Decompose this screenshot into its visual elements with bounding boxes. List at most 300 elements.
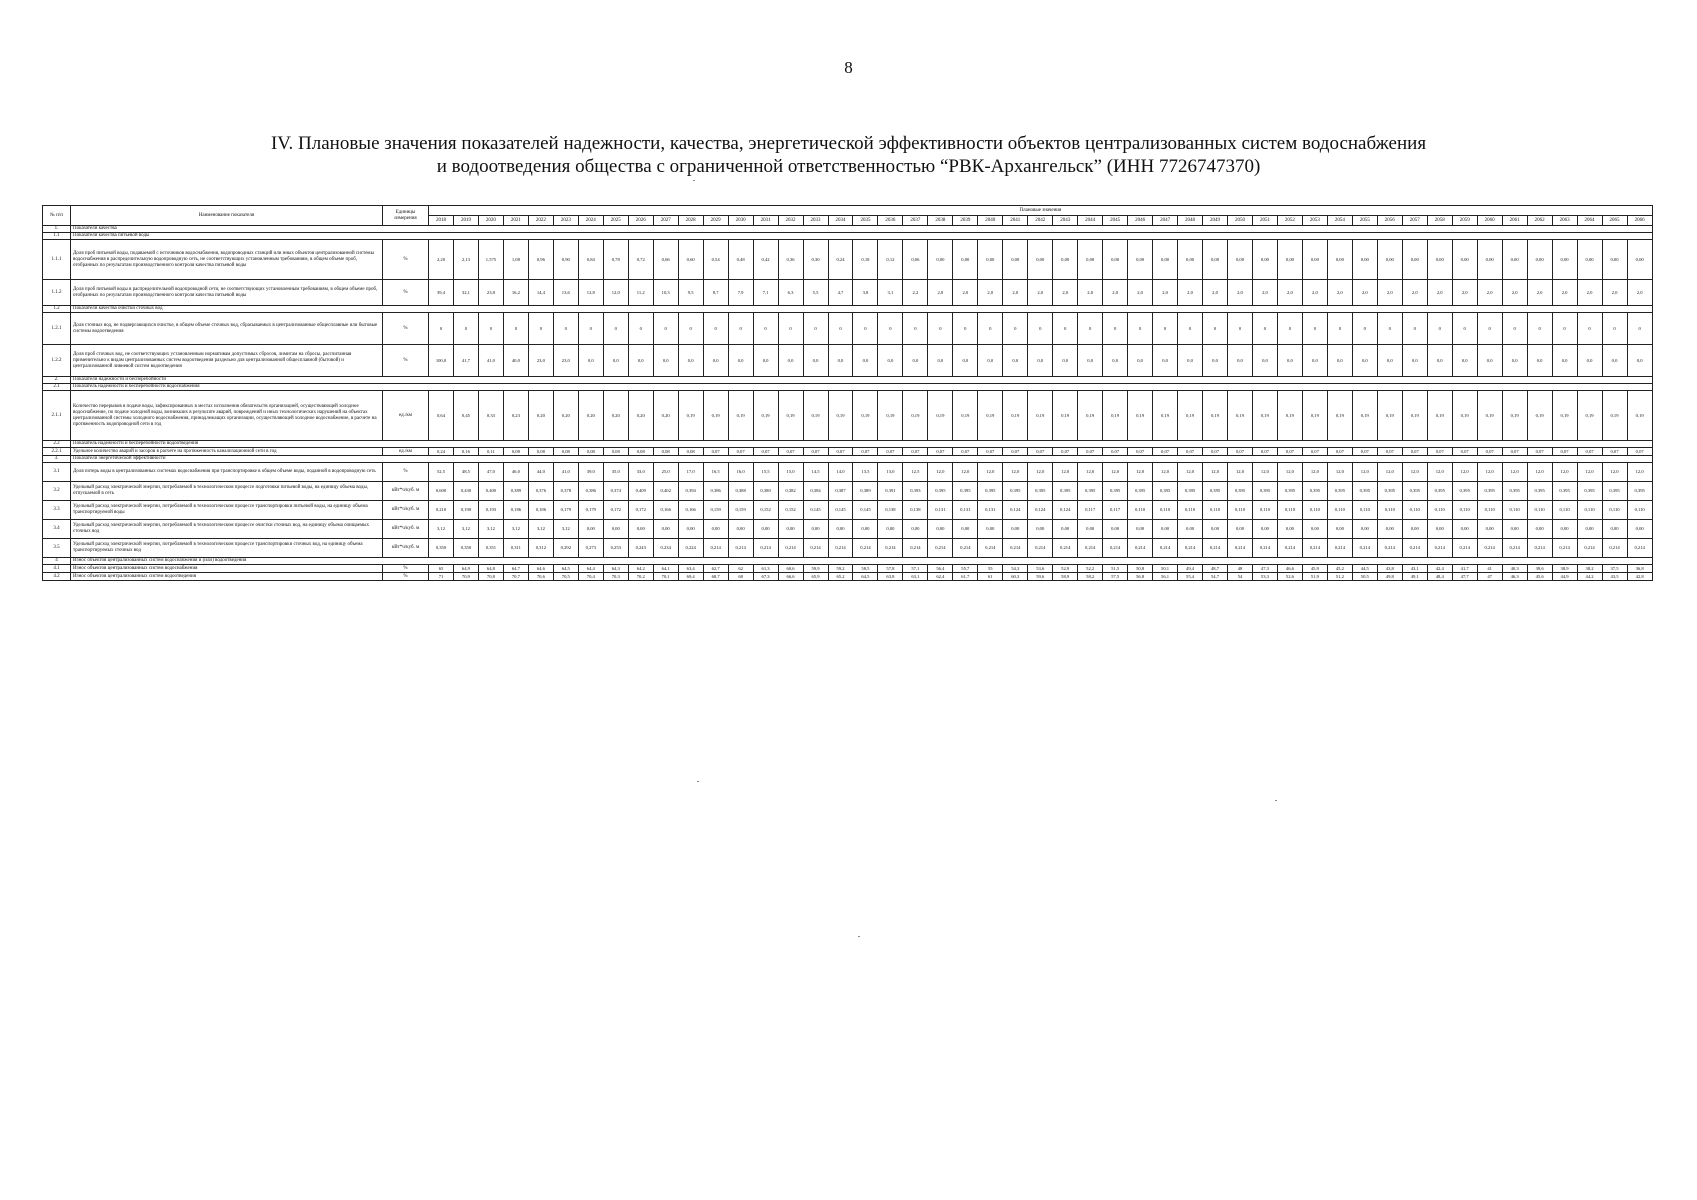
value-cell: 0,19 <box>803 391 828 441</box>
value-cell: 61 <box>978 573 1003 581</box>
value-cell: 0,214 <box>1053 539 1078 558</box>
value-cell: 12,0 <box>1302 463 1327 482</box>
value-cell: 0,110 <box>1252 501 1277 520</box>
value-cell: 0,19 <box>1203 391 1228 441</box>
value-cell: 60,6 <box>778 565 803 573</box>
value-cell: 12,5 <box>903 463 928 482</box>
section-row <box>43 441 1653 448</box>
value-cell: 0,388 <box>728 482 753 501</box>
value-cell: 0,214 <box>1003 539 1028 558</box>
value-cell: 3,12 <box>478 520 503 539</box>
value-cell: 2,0 <box>1252 280 1277 306</box>
unit-cell: % <box>383 565 429 573</box>
value-cell: 0,110 <box>1402 501 1427 520</box>
value-cell: 70,3 <box>603 573 628 581</box>
value-cell: 5,5 <box>803 280 828 306</box>
value-cell: 46,0 <box>503 463 528 482</box>
value-cell: 0,07 <box>1003 448 1028 456</box>
table-row <box>43 313 1653 345</box>
value-cell: 0,24 <box>828 240 853 280</box>
value-cell: 68 <box>728 573 753 581</box>
value-cell: 0,00 <box>1028 240 1053 280</box>
header-year: 2039 <box>953 216 978 226</box>
value-cell: 0 <box>728 313 753 345</box>
value-cell: 0,19 <box>1527 391 1552 441</box>
section-title: Показатели качества <box>71 226 1653 233</box>
value-cell: 0,00 <box>1178 520 1203 539</box>
value-cell: 47,0 <box>478 463 503 482</box>
value-cell: 0,395 <box>1477 482 1502 501</box>
value-cell: 11,2 <box>628 280 653 306</box>
header-year: 2066 <box>1627 216 1652 226</box>
value-cell: 16,5 <box>703 463 728 482</box>
indicator-name: Удельный расход электрической энергии, потребляемой в технологическом процессе подготовки питьевой воды, на единицу объема воды, отпускаемой в сеть <box>71 482 383 501</box>
value-cell: 0,07 <box>1402 448 1427 456</box>
value-cell: 2,0 <box>1627 280 1652 306</box>
value-cell: 12,0 <box>1103 463 1128 482</box>
header-year: 2024 <box>578 216 603 226</box>
value-cell: 0,07 <box>1552 448 1577 456</box>
value-cell: 0 <box>903 313 928 345</box>
value-cell: 0,214 <box>1302 539 1327 558</box>
value-cell: 67,3 <box>753 573 778 581</box>
value-cell: 2,0 <box>1228 280 1253 306</box>
table-row <box>43 573 1653 581</box>
header-year: 2061 <box>1502 216 1527 226</box>
unit-cell: кВт*ч/куб. м <box>383 539 429 558</box>
value-cell: 0,19 <box>1252 391 1277 441</box>
value-cell: 0,00 <box>1228 520 1253 539</box>
value-cell: 0,386 <box>703 482 728 501</box>
value-cell: 0,166 <box>653 501 678 520</box>
row-number: 2.2 <box>43 441 71 448</box>
value-cell: 47 <box>1477 573 1502 581</box>
value-cell: 59,6 <box>1028 573 1053 581</box>
value-cell: 0,110 <box>1153 501 1178 520</box>
value-cell: 12,0 <box>1502 463 1527 482</box>
value-cell: 0,395 <box>1153 482 1178 501</box>
value-cell: 0,00 <box>1053 520 1078 539</box>
value-cell: 0,07 <box>1203 448 1228 456</box>
value-cell: 0 <box>1327 313 1352 345</box>
value-cell: 0,395 <box>1452 482 1477 501</box>
value-cell: 65,2 <box>828 573 853 581</box>
value-cell: 58,5 <box>853 565 878 573</box>
value-cell: 0,0 <box>1477 345 1502 377</box>
value-cell: 0,395 <box>1352 482 1377 501</box>
value-cell: 0 <box>453 313 478 345</box>
section-title: Показатели надежности и бесперебойности <box>71 377 1653 384</box>
value-cell: 0,0 <box>1302 345 1327 377</box>
value-cell: 12,0 <box>1203 463 1228 482</box>
row-number: 2.1 <box>43 384 71 391</box>
unit-cell: ед./км <box>383 391 429 441</box>
value-cell: 0,00 <box>978 520 1003 539</box>
value-cell: 14,5 <box>803 463 828 482</box>
value-cell: 49,8 <box>1377 573 1402 581</box>
unit-cell: % <box>383 240 429 280</box>
value-cell: 0,395 <box>1602 482 1627 501</box>
section-title: Износ объектов централизованных систем водоснабжения и (или) водоотведения <box>71 558 1653 565</box>
value-cell: 0,19 <box>1277 391 1302 441</box>
value-cell: 0,00 <box>1078 240 1103 280</box>
value-cell: 0 <box>1377 313 1402 345</box>
value-cell: 0,312 <box>528 539 553 558</box>
value-cell: 52,5 <box>429 463 454 482</box>
value-cell: 0,30 <box>803 240 828 280</box>
indicator-name: Доля проб питьевой воды, подаваемой с источников водоснабжения, водопроводных станций или иных объектов централизованной системы водоснабжения в распределительную водопроводную сеть, не соответствующих установленным требованиям, в общем объеме проб, отобранных по результатам производственного контроля качества питьевой воды <box>71 240 383 280</box>
value-cell: 0,08 <box>528 448 553 456</box>
value-cell: 0,00 <box>1627 240 1652 280</box>
section-row <box>43 377 1653 384</box>
value-cell: 70,1 <box>653 573 678 581</box>
value-cell: 0,19 <box>753 391 778 441</box>
value-cell: 2,13 <box>453 240 478 280</box>
value-cell: 0,374 <box>603 482 628 501</box>
value-cell: 0,00 <box>1502 240 1527 280</box>
header-year: 2019 <box>453 216 478 226</box>
value-cell: 0,07 <box>1377 448 1402 456</box>
value-cell: 0 <box>703 313 728 345</box>
value-cell: 0,07 <box>728 448 753 456</box>
value-cell: 0,214 <box>1352 539 1377 558</box>
value-cell: 0 <box>1577 313 1602 345</box>
value-cell: 0 <box>878 313 903 345</box>
value-cell: 52,2 <box>1078 565 1103 573</box>
value-cell: 0,0 <box>828 345 853 377</box>
value-cell: 48,7 <box>1203 565 1228 573</box>
value-cell: 0,0 <box>1327 345 1352 377</box>
value-cell: 0,395 <box>1402 482 1427 501</box>
value-cell: 0,07 <box>1602 448 1627 456</box>
value-cell: 41,7 <box>1452 565 1477 573</box>
value-cell: 0,351 <box>478 539 503 558</box>
value-cell: 0 <box>1252 313 1277 345</box>
value-cell: 0,07 <box>928 448 953 456</box>
value-cell: 0,00 <box>1252 520 1277 539</box>
value-cell: 0,00 <box>1577 240 1602 280</box>
value-cell: 0,18 <box>853 240 878 280</box>
value-cell: 0,07 <box>1427 448 1452 456</box>
value-cell: 48,4 <box>1427 573 1452 581</box>
value-cell: 41,0 <box>553 463 578 482</box>
header-year: 2038 <box>928 216 953 226</box>
row-number: 1.2.1 <box>43 313 71 345</box>
row-number: 4.1 <box>43 565 71 573</box>
value-cell: 61,7 <box>953 573 978 581</box>
value-cell: 6,3 <box>778 280 803 306</box>
header-year: 2041 <box>1003 216 1028 226</box>
value-cell: 2,0 <box>1477 280 1502 306</box>
value-cell: 0,12 <box>878 240 903 280</box>
value-cell: 0,214 <box>1327 539 1352 558</box>
value-cell: 1,08 <box>503 240 528 280</box>
value-cell: 0,19 <box>1452 391 1477 441</box>
value-cell: 0,110 <box>1427 501 1452 520</box>
value-cell: 0,110 <box>1228 501 1253 520</box>
value-cell: 45,2 <box>1327 565 1352 573</box>
value-cell: 12,0 <box>1028 463 1053 482</box>
header-year: 2033 <box>803 216 828 226</box>
value-cell: 12,0 <box>1577 463 1602 482</box>
value-cell: 12,0 <box>1377 463 1402 482</box>
value-cell: 0,0 <box>803 345 828 377</box>
value-cell: 0,19 <box>1302 391 1327 441</box>
value-cell: 0,06 <box>903 240 928 280</box>
value-cell: 58,2 <box>1078 573 1103 581</box>
value-cell: 0,20 <box>528 391 553 441</box>
value-cell: 0,00 <box>1377 520 1402 539</box>
value-cell: 0,00 <box>978 240 1003 280</box>
scan-speck <box>697 781 699 782</box>
value-cell: 44,5 <box>1352 565 1377 573</box>
value-cell: 0 <box>1203 313 1228 345</box>
value-cell: 0,214 <box>728 539 753 558</box>
value-cell: 0,24 <box>429 448 454 456</box>
value-cell: 0,07 <box>778 448 803 456</box>
value-cell: 0,08 <box>678 448 703 456</box>
value-cell: 0,0 <box>1203 345 1228 377</box>
value-cell: 0,19 <box>778 391 803 441</box>
value-cell: 59,9 <box>803 565 828 573</box>
indicator-name: Доля потерь воды в централизованных системах водоснабжения при транспортировке в общем объеме воды, поданной в водопроводную сеть <box>71 463 383 482</box>
value-cell: 0,00 <box>1477 240 1502 280</box>
header-year: 2030 <box>728 216 753 226</box>
value-cell: 45,9 <box>1302 565 1327 573</box>
value-cell: 0,380 <box>753 482 778 501</box>
value-cell: 0 <box>978 313 1003 345</box>
value-cell: 64,7 <box>503 565 528 573</box>
header-year: 2057 <box>1402 216 1427 226</box>
value-cell: 0,00 <box>1228 240 1253 280</box>
indicator-name: Износ объектов централизованных систем водоснабжения <box>71 565 383 573</box>
title-line-1: IV. Плановые значения показателей надежности, качества, энергетической эффективности объектов централизованных систем водоснабжения <box>270 133 1427 154</box>
scan-speck <box>1275 800 1277 801</box>
row-number: 3.5 <box>43 539 71 558</box>
value-cell: 0,00 <box>703 520 728 539</box>
value-cell: 56,8 <box>1128 573 1153 581</box>
value-cell: 0,19 <box>1627 391 1652 441</box>
value-cell: 56,4 <box>928 565 953 573</box>
value-cell: 0 <box>928 313 953 345</box>
value-cell: 0 <box>1552 313 1577 345</box>
value-cell: 0,19 <box>1028 391 1053 441</box>
value-cell: 0,0 <box>628 345 653 377</box>
value-cell: 0,186 <box>528 501 553 520</box>
value-cell: 0,110 <box>1527 501 1552 520</box>
value-cell: 0,253 <box>603 539 628 558</box>
value-cell: 70,7 <box>503 573 528 581</box>
value-cell: 0,16 <box>453 448 478 456</box>
value-cell: 0,214 <box>928 539 953 558</box>
value-cell: 64,8 <box>478 565 503 573</box>
header-year: 2042 <box>1028 216 1053 226</box>
header-year: 2021 <box>503 216 528 226</box>
value-cell: 0,00 <box>1128 520 1153 539</box>
value-cell: 0,00 <box>1203 240 1228 280</box>
value-cell: 41 <box>1477 565 1502 573</box>
indicator-name: Удельное количество аварий и засоров в расчете на протяженность канализационной сети в год <box>71 448 383 456</box>
value-cell: 12,0 <box>1602 463 1627 482</box>
value-cell: 0,00 <box>928 240 953 280</box>
section-title: Показатели качества очистки сточных вод <box>71 306 1653 313</box>
value-cell: 0,110 <box>1577 501 1602 520</box>
header-year: 2046 <box>1128 216 1153 226</box>
value-cell: 0,395 <box>1302 482 1327 501</box>
value-cell: 0,00 <box>1327 520 1352 539</box>
value-cell: 0,0 <box>978 345 1003 377</box>
value-cell: 0,117 <box>1103 501 1128 520</box>
value-cell: 3,12 <box>553 520 578 539</box>
value-cell: 0,214 <box>1028 539 1053 558</box>
value-cell: 2,0 <box>1377 280 1402 306</box>
value-cell: 0,00 <box>1153 520 1178 539</box>
value-cell: 0,19 <box>1003 391 1028 441</box>
value-cell: 0,391 <box>878 482 903 501</box>
value-cell: 0,393 <box>903 482 928 501</box>
value-cell: 0 <box>578 313 603 345</box>
value-cell: 0,11 <box>478 448 503 456</box>
value-cell: 2,0 <box>1302 280 1327 306</box>
value-cell: 0,07 <box>1277 448 1302 456</box>
value-cell: 0,0 <box>1053 345 1078 377</box>
value-cell: 23,0 <box>528 345 553 377</box>
value-cell: 0 <box>528 313 553 345</box>
value-cell: 0,117 <box>1078 501 1103 520</box>
header-year: 2051 <box>1252 216 1277 226</box>
value-cell: 0,311 <box>503 539 528 558</box>
value-cell: 12,0 <box>1078 463 1103 482</box>
header-year: 2034 <box>828 216 853 226</box>
value-cell: 1,575 <box>478 240 503 280</box>
value-cell: 0,48 <box>728 240 753 280</box>
row-number: 1.1.2 <box>43 280 71 306</box>
value-cell: 39,0 <box>578 463 603 482</box>
value-cell: 2,0 <box>1327 280 1352 306</box>
value-cell: 0 <box>653 313 678 345</box>
value-cell: 0,350 <box>453 539 478 558</box>
value-cell: 0,389 <box>503 482 528 501</box>
value-cell: 0 <box>553 313 578 345</box>
value-cell: 3,12 <box>528 520 553 539</box>
value-cell: 0,131 <box>978 501 1003 520</box>
value-cell: 0 <box>1078 313 1103 345</box>
value-cell: 0,384 <box>803 482 828 501</box>
value-cell: 2,0 <box>978 280 1003 306</box>
value-cell: 59,2 <box>828 565 853 573</box>
value-cell: 0,145 <box>853 501 878 520</box>
value-cell: 0 <box>1427 313 1452 345</box>
value-cell: 0,402 <box>653 482 678 501</box>
value-cell: 23,8 <box>478 280 503 306</box>
value-cell: 0,172 <box>628 501 653 520</box>
indicator-name: Доля сточных вод, не подвергающихся очистке, в общем объеме сточных вод, сбрасываемых в централизованные общесплавные или бытовые системы водоотведения <box>71 313 383 345</box>
value-cell: 0,214 <box>853 539 878 558</box>
value-cell: 9,5 <box>678 280 703 306</box>
value-cell: 0,214 <box>953 539 978 558</box>
value-cell: 0,64 <box>429 391 454 441</box>
value-cell: 0,19 <box>1602 391 1627 441</box>
value-cell: 13,0 <box>878 463 903 482</box>
value-cell: 42,8 <box>1627 573 1652 581</box>
value-cell: 0,0 <box>1178 345 1203 377</box>
value-cell: 2,0 <box>1103 280 1128 306</box>
value-cell: 57,8 <box>878 565 903 573</box>
value-cell: 63,8 <box>878 573 903 581</box>
value-cell: 12,8 <box>578 280 603 306</box>
value-cell: 0,19 <box>678 391 703 441</box>
value-cell: 33,0 <box>628 463 653 482</box>
row-number: 3.2 <box>43 482 71 501</box>
value-cell: 3,8 <box>853 280 878 306</box>
value-cell: 0,386 <box>578 482 603 501</box>
document-title <box>0 132 1697 178</box>
value-cell: 0,214 <box>1502 539 1527 558</box>
value-cell: 0,0 <box>703 345 728 377</box>
value-cell: 0,0 <box>578 345 603 377</box>
value-cell: 0,07 <box>1053 448 1078 456</box>
value-cell: 25,0 <box>653 463 678 482</box>
value-cell: 0,214 <box>978 539 1003 558</box>
value-cell: 0,152 <box>753 501 778 520</box>
value-cell: 50,8 <box>1128 565 1153 573</box>
value-cell: 0,110 <box>1627 501 1652 520</box>
value-cell: 0,00 <box>928 520 953 539</box>
value-cell: 0,395 <box>1003 482 1028 501</box>
row-number: 2.1.1 <box>43 391 71 441</box>
value-cell: 0,214 <box>1377 539 1402 558</box>
value-cell: 0,395 <box>953 482 978 501</box>
value-cell: 100,0 <box>429 345 454 377</box>
value-cell: 70,2 <box>628 573 653 581</box>
row-number: 3.4 <box>43 520 71 539</box>
value-cell: 0,08 <box>628 448 653 456</box>
value-cell: 0,20 <box>553 391 578 441</box>
value-cell: 53,6 <box>1028 565 1053 573</box>
section-title: Показатели качества питьевой воды <box>71 233 1653 240</box>
value-cell: 0 <box>603 313 628 345</box>
value-cell: 0,131 <box>953 501 978 520</box>
value-cell: 7,9 <box>728 280 753 306</box>
value-cell: 0,0 <box>653 345 678 377</box>
header-year: 2035 <box>853 216 878 226</box>
value-cell: 0,00 <box>1327 240 1352 280</box>
value-cell: 0,382 <box>778 482 803 501</box>
value-cell: 0,394 <box>678 482 703 501</box>
value-cell: 0,23 <box>503 391 528 441</box>
value-cell: 0,07 <box>903 448 928 456</box>
value-cell: 65,9 <box>803 573 828 581</box>
value-cell: 0,00 <box>1452 240 1477 280</box>
value-cell: 0,78 <box>603 240 628 280</box>
value-cell: 0,214 <box>753 539 778 558</box>
row-number: 3.1 <box>43 463 71 482</box>
value-cell: 14,0 <box>828 463 853 482</box>
value-cell: 0 <box>1103 313 1128 345</box>
value-cell: 0,0 <box>1452 345 1477 377</box>
value-cell: 55,4 <box>1178 573 1203 581</box>
value-cell: 42,4 <box>1427 565 1452 573</box>
value-cell: 0,214 <box>1427 539 1452 558</box>
value-cell: 64,5 <box>553 565 578 573</box>
value-cell: 0,90 <box>553 240 578 280</box>
value-cell: 0,214 <box>1577 539 1602 558</box>
value-cell: 0,190 <box>453 501 478 520</box>
value-cell: 0,07 <box>1477 448 1502 456</box>
header-year: 2058 <box>1427 216 1452 226</box>
value-cell: 60,3 <box>1003 573 1028 581</box>
header-year: 2044 <box>1078 216 1103 226</box>
